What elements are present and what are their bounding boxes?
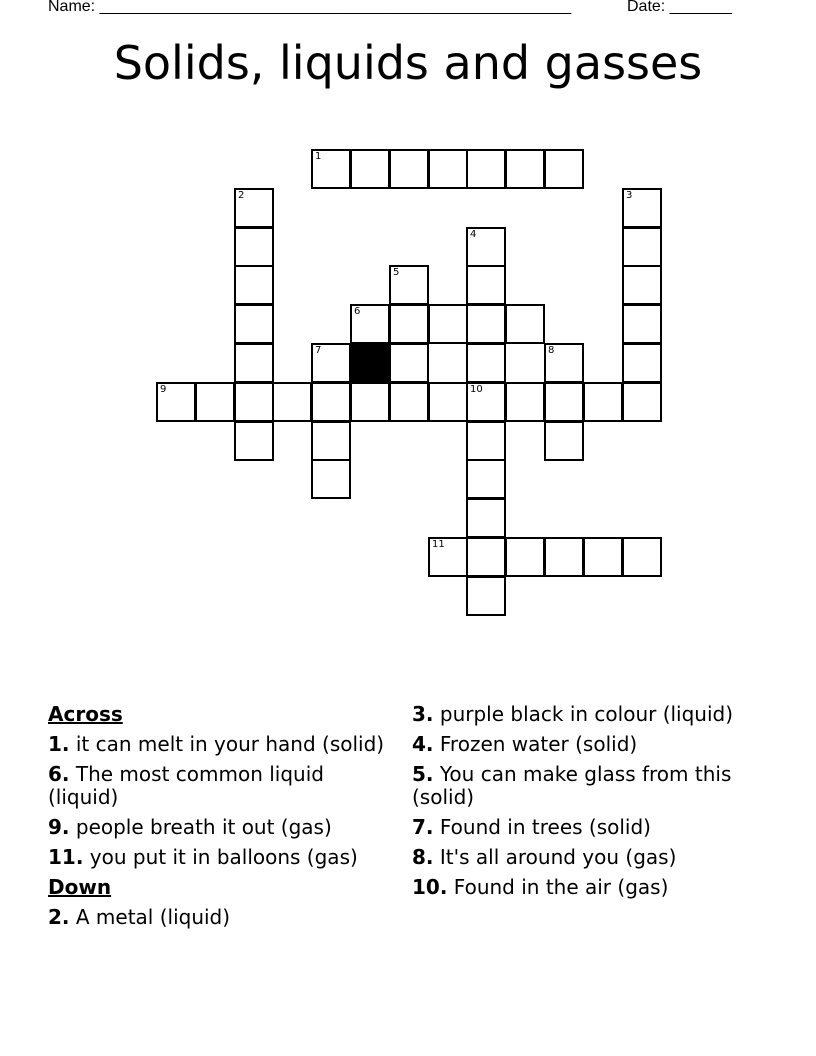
clue-number: 6 xyxy=(354,306,361,317)
crossword-cell[interactable] xyxy=(466,382,506,422)
crossword-cell[interactable] xyxy=(466,576,506,616)
across-heading: Across xyxy=(48,702,123,726)
crossword-cell[interactable] xyxy=(234,421,274,461)
crossword-cell[interactable] xyxy=(466,459,506,499)
crossword-cell[interactable] xyxy=(389,149,429,189)
crossword-cell[interactable] xyxy=(622,382,662,422)
clue-number: 3 xyxy=(626,190,633,201)
crossword-cell[interactable] xyxy=(466,498,506,538)
clue-number: 4 xyxy=(470,229,477,240)
crossword-cell[interactable] xyxy=(234,304,274,344)
clues-column-right xyxy=(412,703,742,906)
clue-number: 1 xyxy=(315,151,322,162)
crossword-cell[interactable] xyxy=(466,149,506,189)
crossword-cell[interactable] xyxy=(544,421,584,461)
crossword-cell[interactable] xyxy=(428,537,468,577)
crossword-cell[interactable] xyxy=(505,149,545,189)
crossword-cell[interactable] xyxy=(428,382,468,422)
crossword-cell[interactable] xyxy=(234,265,274,305)
clue-down-4: 4. Frozen water (solid) xyxy=(412,732,638,756)
clues-column-left xyxy=(48,703,398,936)
crossword-cell[interactable] xyxy=(505,537,545,577)
crossword-cell[interactable] xyxy=(544,149,584,189)
crossword-cell[interactable] xyxy=(428,304,468,344)
clue-across-9: 9. people breath it out (gas) xyxy=(48,815,332,839)
crossword-cell[interactable] xyxy=(622,343,662,383)
clue-down-2: 2. A metal (liquid) xyxy=(48,905,231,929)
crossword-cell[interactable] xyxy=(622,304,662,344)
clue-down-10: 10. Found in the air (gas) xyxy=(412,875,669,899)
crossword-cell[interactable] xyxy=(311,149,351,189)
crossword-cell[interactable] xyxy=(234,227,274,267)
crossword-cell[interactable] xyxy=(583,537,623,577)
crossword-cell[interactable] xyxy=(350,149,390,189)
clue-down-7: 7. Found in trees (solid) xyxy=(412,815,651,839)
crossword-cell[interactable] xyxy=(234,343,274,383)
clue-number: 11 xyxy=(432,539,445,550)
clue-number: 9 xyxy=(160,384,167,395)
crossword-cell[interactable] xyxy=(505,382,545,422)
crossword-cell[interactable] xyxy=(466,227,506,267)
date-field-label: Date: _______ xyxy=(627,0,732,15)
crossword-cell[interactable] xyxy=(311,459,351,499)
crossword-cell[interactable] xyxy=(350,382,390,422)
crossword-cell[interactable] xyxy=(466,304,506,344)
crossword-cell[interactable] xyxy=(622,227,662,267)
crossword-cell[interactable] xyxy=(311,421,351,461)
crossword-cell[interactable] xyxy=(272,382,312,422)
clue-number: 7 xyxy=(315,345,322,356)
crossword-cell[interactable] xyxy=(311,343,351,383)
clue-down-3: 3. purple black in colour (liquid) xyxy=(412,702,734,726)
crossword-cell[interactable] xyxy=(466,265,506,305)
crossword-cell[interactable] xyxy=(350,304,390,344)
crossword-cell[interactable] xyxy=(622,265,662,305)
crossword-cell[interactable] xyxy=(466,537,506,577)
crossword-cell[interactable] xyxy=(622,188,662,228)
clue-number: 8 xyxy=(548,345,555,356)
crossword-cell[interactable] xyxy=(311,382,351,422)
down-heading: Down xyxy=(48,875,112,899)
crossword-cell[interactable] xyxy=(544,382,584,422)
crossword-cell[interactable] xyxy=(389,343,429,383)
clue-down-8: 8. It's all around you (gas) xyxy=(412,845,677,869)
crossword-cell[interactable] xyxy=(156,382,196,422)
crossword-cell[interactable] xyxy=(195,382,235,422)
crossword-cell[interactable] xyxy=(583,382,623,422)
crossword-black-cell xyxy=(350,343,390,383)
crossword-cell[interactable] xyxy=(466,421,506,461)
clue-down-5: 5. You can make glass from this (solid) xyxy=(412,762,732,809)
clue-across-1: 1. it can melt in your hand (solid) xyxy=(48,732,385,756)
crossword-cell[interactable] xyxy=(234,382,274,422)
clue-across-6: 6. The most common liquid (liquid) xyxy=(48,762,324,809)
crossword-cell[interactable] xyxy=(234,188,274,228)
crossword-cell[interactable] xyxy=(466,343,506,383)
clue-number: 5 xyxy=(393,267,400,278)
crossword-cell[interactable] xyxy=(544,343,584,383)
name-field-label: Name: _____________________________________________________ xyxy=(48,0,572,15)
clue-number: 2 xyxy=(238,190,245,201)
clue-number: 10 xyxy=(470,384,483,395)
crossword-cell[interactable] xyxy=(428,149,468,189)
crossword-cell[interactable] xyxy=(505,304,545,344)
crossword-cell[interactable] xyxy=(389,304,429,344)
crossword-cell[interactable] xyxy=(544,537,584,577)
page-title: Solids, liquids and gasses xyxy=(113,36,703,90)
crossword-cell[interactable] xyxy=(622,537,662,577)
clue-across-11: 11. you put it in balloons (gas) xyxy=(48,845,358,869)
crossword-cell[interactable] xyxy=(389,382,429,422)
crossword-cell[interactable] xyxy=(389,265,429,305)
